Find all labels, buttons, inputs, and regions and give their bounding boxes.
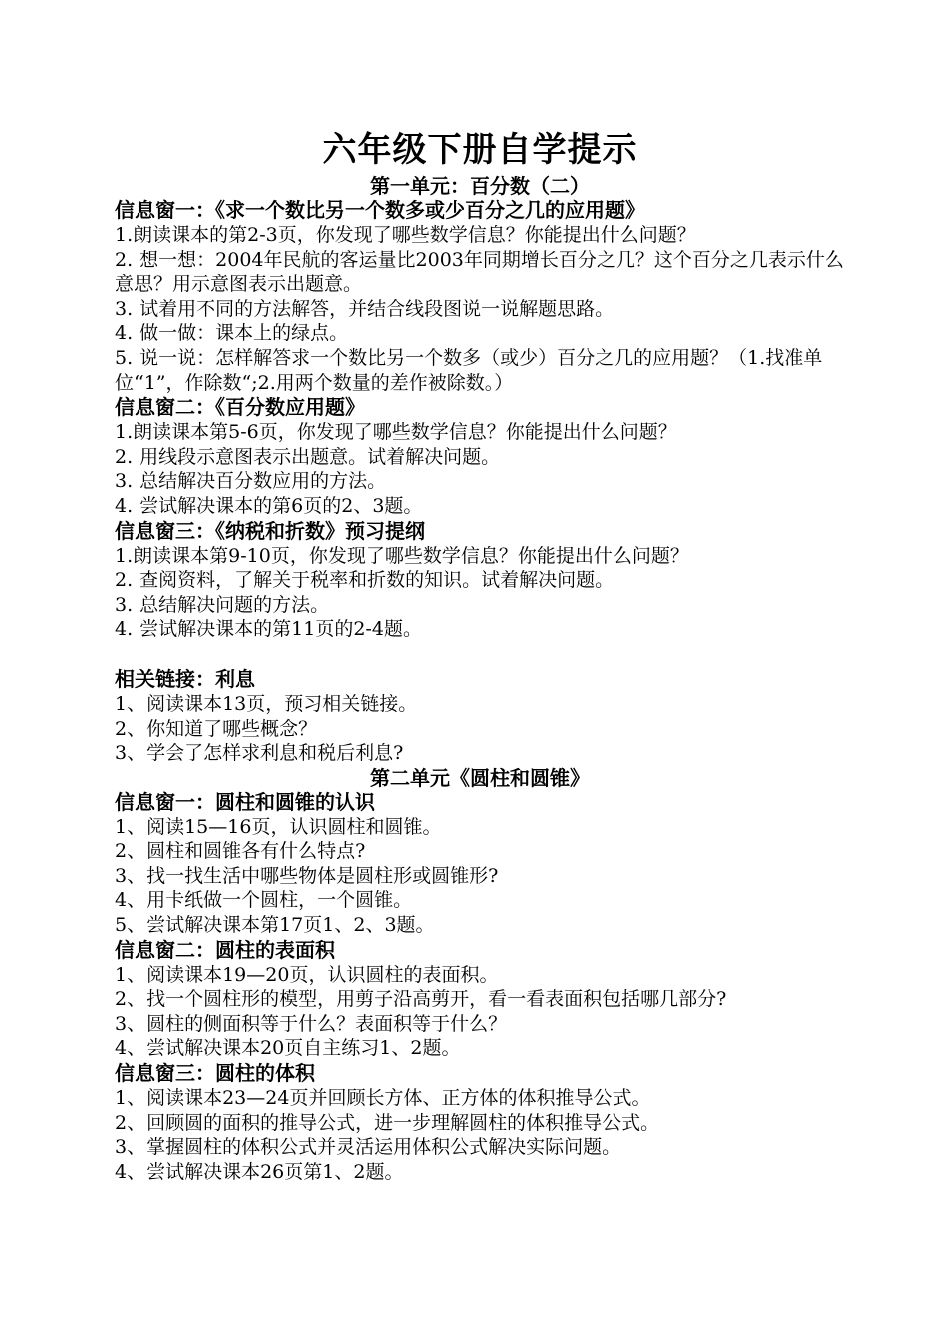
unit1-section2-item: 4. 尝试解决课本的第6页的2、3题。 — [115, 494, 423, 517]
unit2-section1-item: 3、找一找生活中哪些物体是圆柱形或圆锥形? — [115, 864, 499, 887]
unit1-section3-heading: 信息窗三：《纳税和折数》预习提纲 — [115, 518, 425, 543]
unit1-section1-item: 1.朗读课本的第2-3页，你发现了哪些数学信息？你能提出什么问题？ — [115, 224, 696, 246]
unit1-section1-item: 4. 做一做：课本上的绿点。 — [115, 322, 349, 345]
unit2-section1-item: 1、阅读15—16页，认识圆柱和圆锥。 — [115, 815, 442, 838]
unit2-section3-heading: 信息窗三：圆柱的体积 — [115, 1061, 315, 1086]
unit1-section2-item: 2. 用线段示意图表示出题意。试着解决问题。 — [115, 445, 501, 468]
unit1-section1-item: 2. 想一想：2004年民航的客运量比2003年同期增长百分之几？这个百分之几表示什么意思？用示意图表示出题意。 — [115, 248, 844, 296]
unit2-title: 第二单元《圆柱和圆锥》 — [370, 765, 590, 790]
unit1-section2-item: 1.朗读课本第5-6页，你发现了哪些数学信息？你能提出什么问题？ — [115, 421, 677, 444]
unit2-section2-heading: 信息窗二：圆柱的表面积 — [115, 937, 335, 962]
unit2-section1-item: 2、圆柱和圆锥各有什么特点? — [115, 840, 366, 863]
unit2-section2-item: 3、圆柱的侧面积等于什么？表面积等于什么？ — [115, 1012, 508, 1035]
unit1-title: 第一单元：百分数（二） — [370, 174, 590, 198]
unit2-section1-item: 4、用卡纸做一个圆柱，一个圆锥。 — [115, 889, 413, 912]
unit1-section3-item: 1.朗读课本第9-10页，你发现了哪些数学信息？你能提出什么问题？ — [115, 544, 689, 567]
unit2-section3-item: 2、回顾圆的面积的推导公式，进一步理解圆柱的体积推导公式。 — [115, 1111, 660, 1134]
unit2-section1-heading: 信息窗一：圆柱和圆锥的认识 — [115, 789, 375, 814]
page-title: 六年级下册自学提示 — [322, 130, 638, 170]
unit1-section1-heading: 信息窗一：《求一个数比另一个数多或少百分之几的应用题》 — [115, 198, 645, 222]
unit2-section1-item: 5、尝试解决课本第17页1、2、3题。 — [115, 914, 435, 937]
unit1-section3-item: 3. 总结解决问题的方法。 — [115, 593, 330, 616]
related-link-heading: 相关链接：利息 — [115, 666, 255, 691]
spacer — [115, 642, 845, 667]
unit2-section3-item: 1、阅读课本23—24页并回顾长方体、正方体的体积推导公式。 — [115, 1087, 651, 1110]
unit2-section2-item: 4、尝试解决课本20页自主练习1、2题。 — [115, 1037, 461, 1060]
unit1-section1-item: 3. 试着用不同的方法解答，并结合线段图说一说解题思路。 — [115, 297, 615, 320]
unit1-section2-heading: 信息窗二：《百分数应用题》 — [115, 395, 365, 420]
related-link-item: 1、阅读课本13页，预习相关链接。 — [115, 692, 418, 715]
unit1-section1-item: 5. 说一说：怎样解答求一个数比另一个数多（或少）百分之几的应用题？（1.找准单位“1”，作除数“;2.用两个数量的差作被除数。） — [115, 346, 823, 394]
unit1-section2-item: 3. 总结解决百分数应用的方法。 — [115, 470, 387, 493]
related-link-item: 3、学会了怎样求利息和税后利息? — [115, 742, 404, 765]
unit2-section2-item: 1、阅读课本19—20页，认识圆柱的表面积。 — [115, 963, 499, 986]
document-content — [115, 126, 845, 1184]
unit1-section3-item: 4. 尝试解决课本的第11页的2-4题。 — [115, 618, 422, 641]
unit2-section2-item: 2、找一个圆柱形的模型，用剪子沿高剪开，看一看表面积包括哪几部分? — [115, 988, 727, 1011]
unit1-section3-item: 2. 查阅资料，了解关于税率和折数的知识。试着解决问题。 — [115, 569, 615, 592]
related-link-item: 2、你知道了哪些概念？ — [115, 717, 318, 740]
unit2-section3-item: 4、尝试解决课本26页第1、2题。 — [115, 1160, 404, 1183]
unit2-section3-item: 3、掌握圆柱的体积公式并灵活运用体积公式解决实际问题。 — [115, 1136, 622, 1159]
